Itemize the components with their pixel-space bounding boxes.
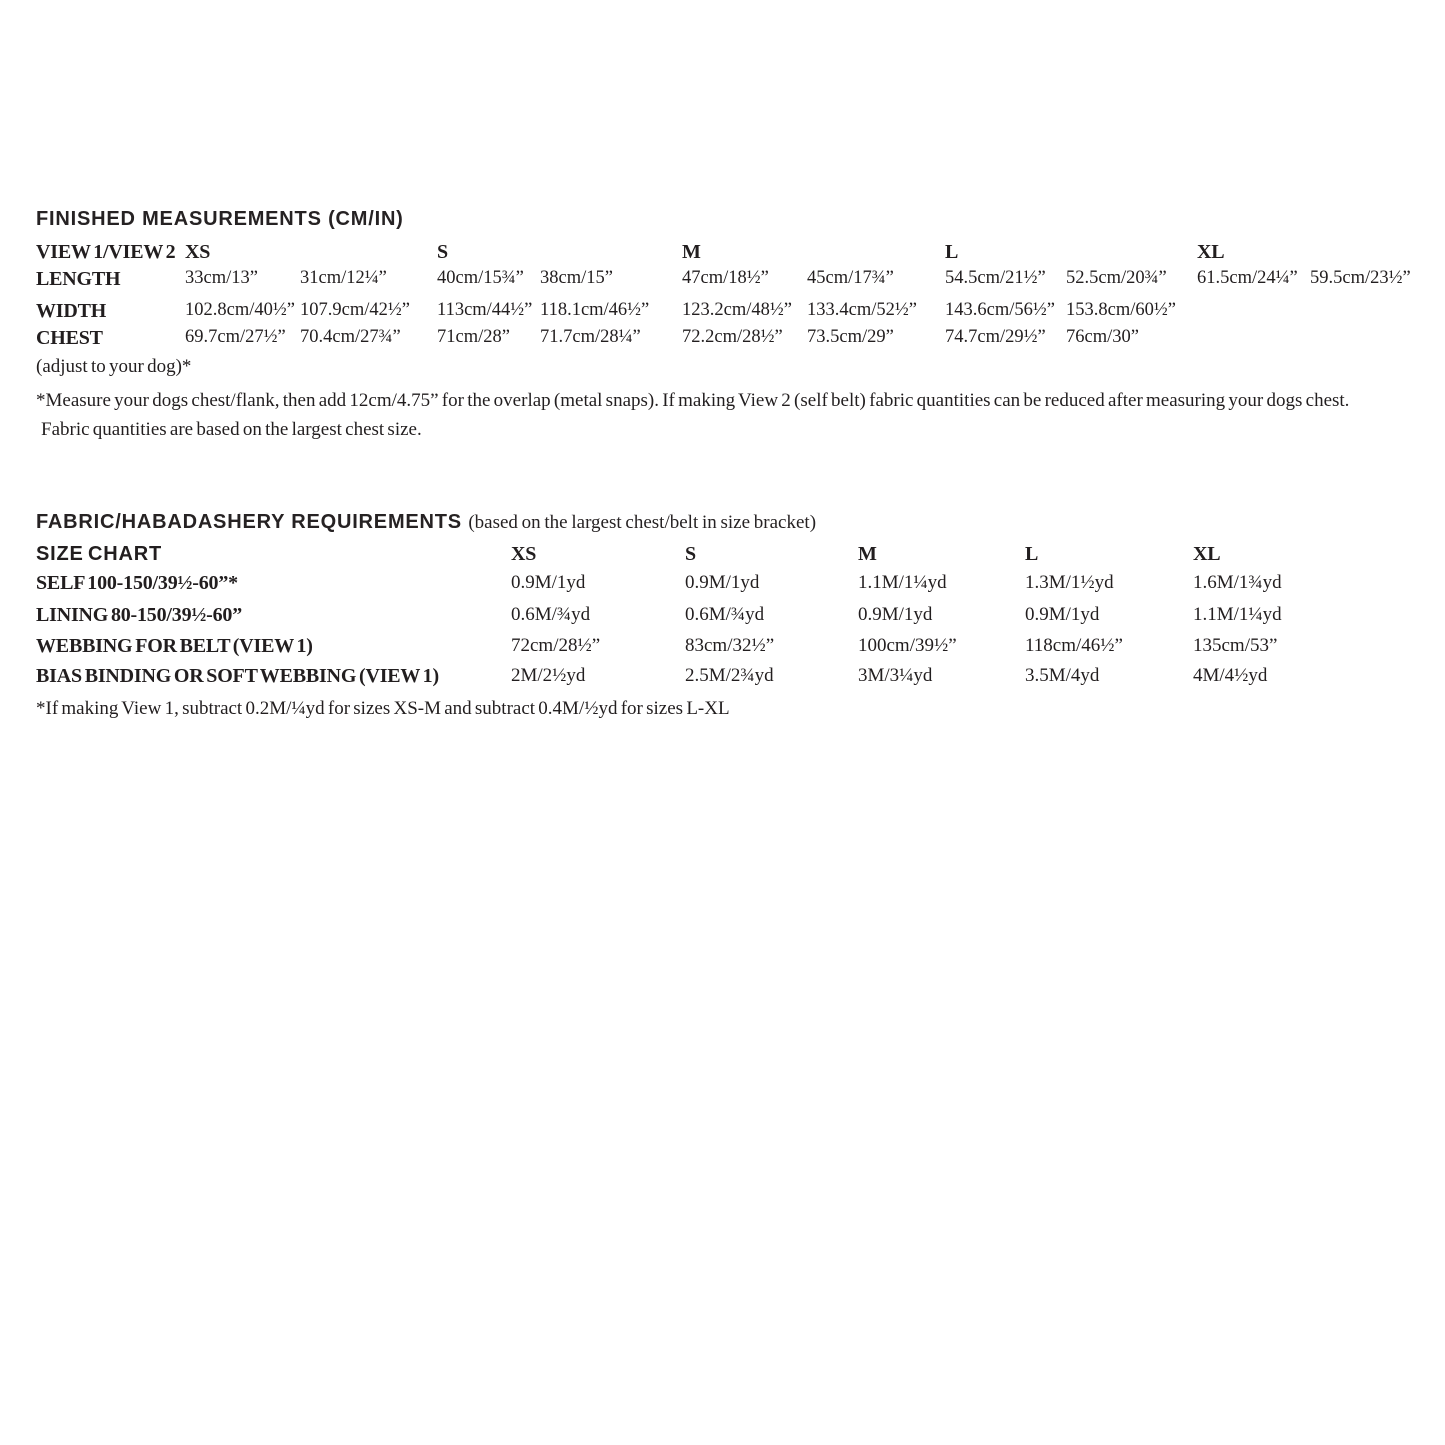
self-xs: 0.9M/1yd [511,572,586,593]
t2-size-header-l: L [1025,543,1039,565]
length-xl-view1: 61.5cm/24¼” [1197,268,1298,288]
fabric-requirements-subtitle: (based on the largest chest/belt in size bracket) [468,512,817,533]
t2-size-header-xl: XL [1193,543,1221,565]
lining-s: 0.6M/¾yd [685,604,765,625]
width-xs-view2: 107.9cm/42½” [300,300,410,320]
t1-header-view-label: VIEW 1/VIEW 2 [36,241,176,263]
length-s-view2: 38cm/15” [540,268,613,288]
fabric-requirements-title [36,511,816,534]
length-xl-view2: 59.5cm/23½” [1310,268,1411,288]
t2-row-label-webbing: WEBBING FOR BELT (VIEW 1) [36,635,313,657]
self-m: 1.1M/1¼yd [858,572,947,593]
bias-l: 3.5M/4yd [1025,665,1100,686]
bias-m: 3M/3¼yd [858,665,933,686]
length-l-view2: 52.5cm/20¾” [1066,268,1167,288]
t2-size-header-xs: XS [511,543,537,565]
bias-s: 2.5M/2¾yd [685,665,774,686]
adjust-note: (adjust to your dog)* [36,356,192,377]
t1-row-label-width: WIDTH [36,300,107,322]
bias-xl: 4M/4½yd [1193,665,1268,686]
chest-l-view2: 76cm/30” [1066,327,1139,347]
length-m-view2: 45cm/17¾” [807,268,894,288]
width-m-view1: 123.2cm/48½” [682,300,792,320]
width-m-view2: 133.4cm/52½” [807,300,917,320]
measure-footnote-line1: *Measure your dogs chest/flank, then add 12cm/4.75” for the overlap (metal snaps). If making View 2 (self belt) fabric quantities can be reduced after measuring your dogs chest. [36,390,1350,411]
self-s: 0.9M/1yd [685,572,760,593]
width-l-view2: 153.8cm/60½” [1066,300,1176,320]
self-xl: 1.6M/1¾yd [1193,572,1282,593]
chest-m-view2: 73.5cm/29” [807,327,894,347]
fabric-requirements-table [36,543,1420,696]
width-xs-view1: 102.8cm/40½” [185,300,295,320]
size-chart-header: SIZE CHART [36,543,162,565]
lining-m: 0.9M/1yd [858,604,933,625]
width-s-view1: 113cm/44½” [437,300,533,320]
chest-xs-view1: 69.7cm/27½” [185,327,286,347]
t1-size-header-l: L [945,241,959,263]
chest-l-view1: 74.7cm/29½” [945,327,1046,347]
width-s-view2: 118.1cm/46½” [540,300,650,320]
t2-row-label-lining: LINING 80-150/39½-60” [36,604,243,626]
webbing-xl: 135cm/53” [1193,635,1278,656]
t1-row-label-length: LENGTH [36,268,121,290]
webbing-m: 100cm/39½” [858,635,957,656]
finished-measurements-title: FINISHED MEASUREMENTS (CM/IN) [36,208,404,230]
webbing-xs: 72cm/28½” [511,635,601,656]
chest-m-view1: 72.2cm/28½” [682,327,783,347]
bias-xs: 2M/2½yd [511,665,586,686]
length-l-view1: 54.5cm/21½” [945,268,1046,288]
fabric-requirements-title-text: FABRIC/HABADASHERY REQUIREMENTS [36,511,462,533]
width-l-view1: 143.6cm/56½” [945,300,1055,320]
chest-s-view2: 71.7cm/28¼” [540,327,641,347]
webbing-l: 118cm/46½” [1025,635,1123,656]
t2-size-header-m: M [858,543,877,565]
t1-row-label-chest: CHEST [36,327,103,349]
webbing-s: 83cm/32½” [685,635,775,656]
t1-size-header-xl: XL [1197,241,1225,263]
t1-size-header-s: S [437,241,448,263]
length-m-view1: 47cm/18½” [682,268,769,288]
length-s-view1: 40cm/15¾” [437,268,524,288]
t2-row-label-bias-binding: BIAS BINDING OR SOFT WEBBING (VIEW 1) [36,665,439,687]
finished-measurements-table [36,241,1409,354]
t2-row-label-self: SELF 100-150/39½-60”* [36,572,238,594]
self-l: 1.3M/1½yd [1025,572,1114,593]
length-xs-view2: 31cm/12¼” [300,268,387,288]
measure-footnote-line2: Fabric quantities are based on the largest chest size. [41,419,422,440]
length-xs-view1: 33cm/13” [185,268,258,288]
lining-xl: 1.1M/1¼yd [1193,604,1282,625]
t1-size-header-m: M [682,241,701,263]
chest-s-view1: 71cm/28” [437,327,510,347]
view1-subtract-footnote: *If making View 1, subtract 0.2M/¼yd for sizes XS-M and subtract 0.4M/½yd for sizes L-XL [36,698,730,719]
lining-l: 0.9M/1yd [1025,604,1100,625]
chest-xs-view2: 70.4cm/27¾” [300,327,401,347]
t2-size-header-s: S [685,543,696,565]
lining-xs: 0.6M/¾yd [511,604,591,625]
t1-size-header-xs: XS [185,241,211,263]
